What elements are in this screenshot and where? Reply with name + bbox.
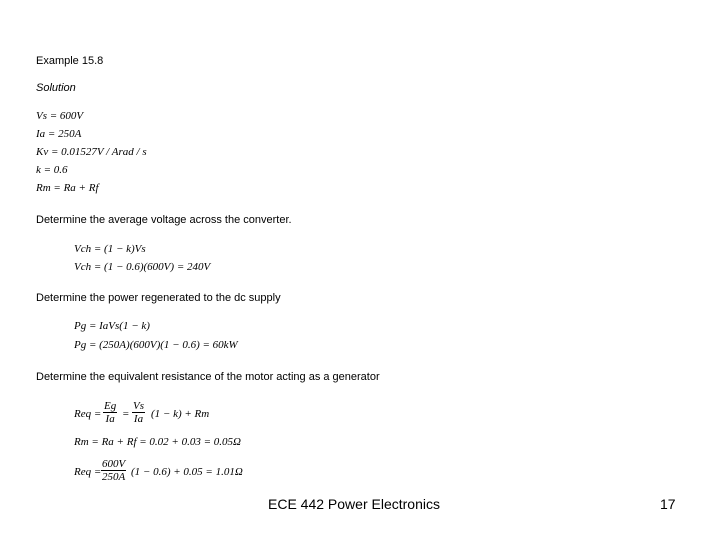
given-vs: Vs = 600V xyxy=(36,110,84,122)
given-ia: Ia = 250A xyxy=(36,128,82,140)
given-kv: Kv = 0.01527V / Arad / s xyxy=(36,146,147,158)
step3-eq3-rhs: (1 − 0.6) + 0.05 = 1.01Ω xyxy=(131,466,243,478)
step3-eq3-frac xyxy=(101,458,126,483)
given-rm: Rm = Ra + Rf xyxy=(36,182,99,194)
step1-eq2: Vch = (1 − 0.6)(600V) = 240V xyxy=(74,261,211,273)
page-number: 17 xyxy=(660,496,676,512)
solution-label: Solution xyxy=(36,82,76,94)
frac3-numerator: 600V xyxy=(102,458,126,470)
step1-eq1: Vch = (1 − k)Vs xyxy=(74,243,146,255)
step3-eq1-rhs: (1 − k) + Rm xyxy=(151,408,210,420)
footer-course: ECE 442 Power Electronics xyxy=(268,496,440,512)
step3-eq3-lhs: Req = xyxy=(74,466,102,478)
frac2-numerator: Vs xyxy=(133,400,144,412)
frac3-denominator: 250A xyxy=(102,471,126,483)
frac1-numerator: Eg xyxy=(104,400,117,412)
step3-text: Determine the equivalent resistance of the motor acting as a generator xyxy=(36,371,380,383)
step2-text: Determine the power regenerated to the dc supply xyxy=(36,292,281,304)
step3-eq1-frac2 xyxy=(132,400,145,425)
given-k: k = 0.6 xyxy=(36,164,68,176)
frac2-denominator: Ia xyxy=(133,413,144,425)
frac1-denominator: Ia xyxy=(105,413,115,425)
step3-eq1-lhs: Req = xyxy=(74,408,102,420)
example-title: Example 15.8 xyxy=(36,55,104,67)
step3-eq1-mid: = xyxy=(122,408,130,420)
step3-eq1-frac1 xyxy=(103,400,117,425)
step3-eq2: Rm = Ra + Rf = 0.02 + 0.03 = 0.05Ω xyxy=(74,436,241,448)
step2-eq2: Pg = (250A)(600V)(1 − 0.6) = 60kW xyxy=(74,339,238,351)
step1-text: Determine the average voltage across the converter. xyxy=(36,214,292,226)
step2-eq1: Pg = IaVs(1 − k) xyxy=(74,320,150,332)
